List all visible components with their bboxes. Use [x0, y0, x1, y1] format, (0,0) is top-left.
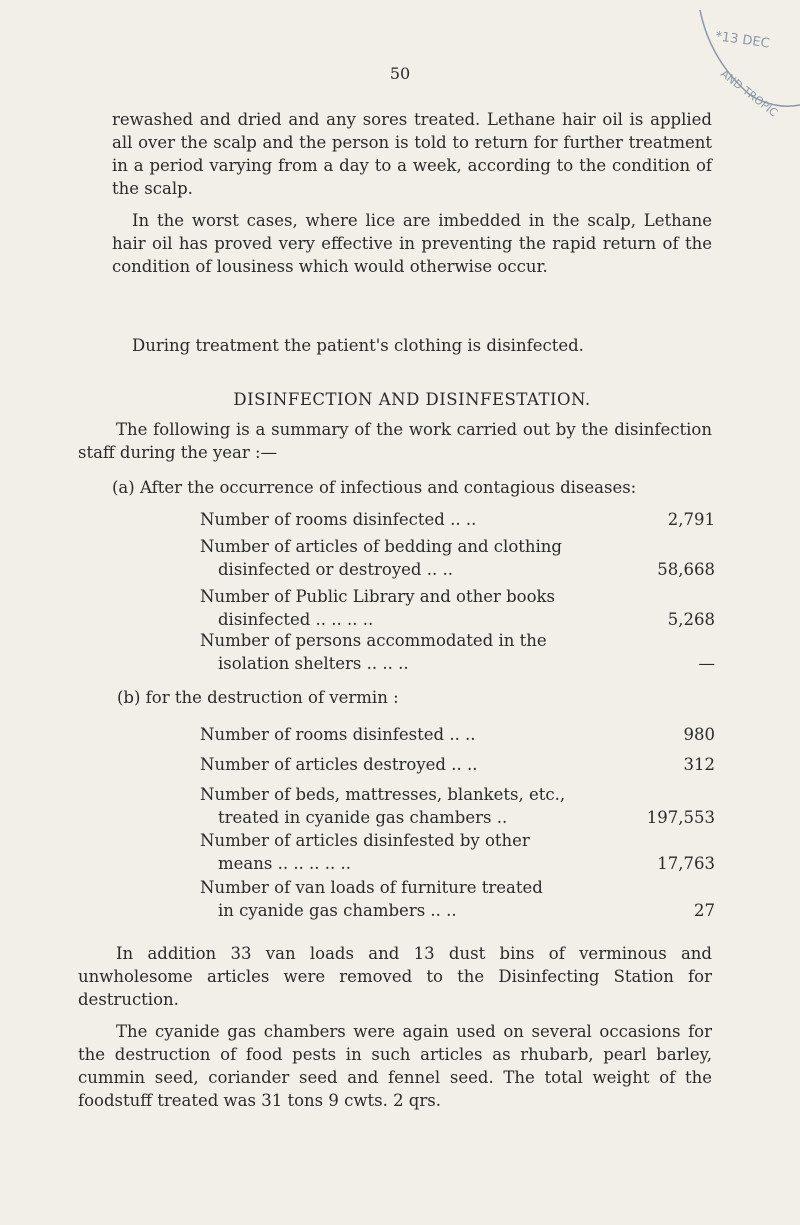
- paragraph-worst-cases: In the worst cases, where lice are imbedded in the scalp, Lethane hair oil has proved very effective in preventing the rapid return of the condition of lousiness which would otherwise occur.: [112, 211, 712, 276]
- row-bedding-clothing: Number of articles of bedding and clothing disinfected or destroyed .. .. 58,668: [200, 537, 715, 579]
- section-a-label: (a) After the occurrence of infectious and contagious diseases:: [112, 478, 637, 497]
- paragraph-rewashed: rewashed and dried and any sores treated. Lethane hair oil is applied all over the scalp and the person is told to return for further treatment in a period varying from a day to a week, according to the condition of the scalp.: [112, 110, 712, 198]
- library-stamp: [690, 0, 800, 120]
- svg-text:AND TROPIC: AND TROPIC: [718, 67, 780, 120]
- paragraph-addition: In addition 33 van loads and 13 dust bins of verminous and unwholesome articles were removed to the Disinfecting Station for destruction.: [78, 944, 712, 1009]
- paragraph-cyanide: The cyanide gas chambers were again used on several occasions for the destruction of food pests in such articles as rhubarb, pearl barley, cummin seed, coriander seed and fennel seed. The total weight of the foodstuff treated was 31 tons 9 cwts. 2 qrs.: [78, 1022, 712, 1110]
- section-heading: DISINFECTION AND DISINFESTATION.: [233, 390, 591, 409]
- row-library-books: Number of Public Library and other books disinfected .. .. .. .. 5,268: [200, 587, 715, 629]
- row-other-means: Number of articles disinfested by other means .. .. .. .. .. 17,763: [200, 831, 715, 873]
- paragraph-clothing: During treatment the patient's clothing is disinfected.: [132, 336, 584, 355]
- paragraph-intro: The following is a summary of the work carried out by the disinfection staff during the year :—: [78, 420, 712, 462]
- svg-text:*13 DEC: *13 DEC: [714, 29, 771, 52]
- row-rooms-disinfested: Number of rooms disinfested .. .. 980: [200, 725, 715, 744]
- page-number: 50: [389, 64, 411, 83]
- row-rooms-disinfected: Number of rooms disinfected .. .. 2,791: [200, 510, 715, 529]
- section-b-label: (b) for the destruction of vermin :: [117, 688, 399, 707]
- row-van-loads: Number of van loads of furniture treated in cyanide gas chambers .. .. 27: [200, 878, 715, 920]
- row-isolation-shelters: Number of persons accommodated in the isolation shelters .. .. .. —: [200, 631, 715, 673]
- row-articles-destroyed: Number of articles destroyed .. .. 312: [200, 755, 715, 774]
- row-beds-mattresses: Number of beds, mattresses, blankets, etc., treated in cyanide gas chambers .. 197,553: [200, 785, 715, 827]
